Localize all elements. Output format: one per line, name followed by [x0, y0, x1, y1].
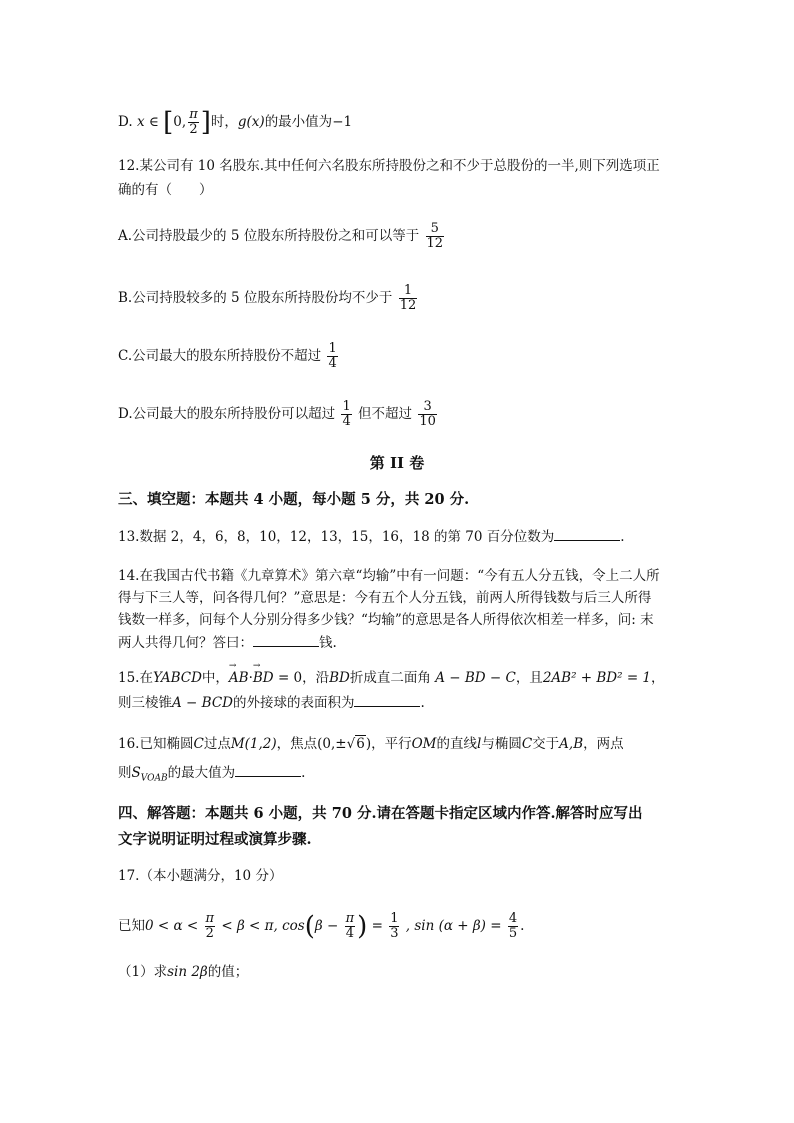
- q17-header: 17.（本小题满分，10 分）: [118, 868, 283, 884]
- left-paren: (: [304, 911, 315, 942]
- part-title: 第 II 卷: [369, 454, 425, 472]
- q14-line2: 得与下三人等，问各得几何？”意思是：今有五个人分五钱，前两人所得钱数与后三人所得: [118, 590, 652, 606]
- section-heading-fill-in: 三、填空题：本题共 4 小题，每小题 5 分，共 20 分.: [118, 491, 470, 508]
- right-bracket: ]: [200, 107, 211, 138]
- q11-option-d: D. x ∈ [0, $\frac{\pi}{2}$ ]时，g(x)的最小值为−1: [118, 107, 353, 138]
- answer-blank: [354, 692, 420, 707]
- q12-option-a: A.公司持股最少的 5 位股东所持股份之和可以等于 $\frac{5}{12}$: [118, 221, 444, 251]
- q15-line1: 15.在YABCD中，→ AB·→ BD = 0，沿BD折成直二面角 A − BD − C，且2AB² + BD² = 1，: [118, 668, 665, 688]
- q14-line4: 两人共得几何？答曰： 钱.: [118, 632, 337, 653]
- section-heading-solutions-1: 四、解答题：本题共 6 小题，共 70 分.请在答题卡指定区域内作答.解答时应写出: [118, 805, 643, 822]
- section-heading-solutions-2: 文字说明证明过程或演算步骤.: [118, 831, 312, 848]
- answer-blank: [554, 526, 620, 541]
- vector-ab: → AB: [229, 668, 249, 688]
- q16-line1: 16.已知椭圆C过点M(1,2)，焦点(0,±√6)，平行OM的直线l与椭圆C交于A,B，两点: [118, 736, 624, 752]
- q14-line3: 钱数一样多，问每个人分别分得多少钱？“均输”的意思是各人所得依次相差一样多，问: 末: [118, 612, 654, 628]
- answer-blank: [253, 632, 319, 647]
- sqrt-icon: √: [346, 736, 356, 752]
- fraction-pi-over-4: $\frac{\pi}{4}$: [345, 911, 355, 941]
- q17-part1: （1）求sin 2β的值；: [118, 964, 249, 980]
- q15-line2: 则三棱锥A − BCD的外接球的表面积为 .: [118, 692, 425, 713]
- fraction-one-third: $\frac{1}{3}$: [390, 911, 399, 941]
- q16-line2: 则$S_{VOAB}$的最大值为 .: [118, 762, 305, 789]
- fraction: $\frac{5}{12}$: [426, 221, 444, 251]
- fraction-pi-over-2: $\frac{\pi}{2}$: [205, 911, 215, 941]
- q12-line2: 确的有（ ）: [118, 182, 213, 198]
- right-paren: ): [357, 911, 368, 942]
- q17-statement: 已知0 < α < $\frac{\pi}{2}$ < β < π, cos(β − $\frac{\pi}{4}$ ) = $\frac{1}{3}$ , sin (α + β) = $\frac{4}{5}$ .: [118, 911, 525, 942]
- fraction-four-fifths: $\frac{4}{5}$: [508, 911, 518, 941]
- q13: 13.数据 2，4，6，8，10，12，13，15，16，18 的第 70 百分位数为 .: [118, 526, 625, 547]
- q12-option-b: B.公司持股较多的 5 位股东所持股份均不少于 $\frac{1}{12}$: [118, 283, 417, 313]
- vector-bd: → BD: [253, 668, 274, 688]
- left-bracket: [: [163, 107, 174, 138]
- q12-option-d: D.公司最大的股东所持股份可以超过 $\frac{1}{4}$ 但不超过 $\frac{3}{10}$: [118, 399, 436, 429]
- fraction: $\frac{3}{10}$: [419, 399, 436, 429]
- fraction: $\frac{1}{4}$: [342, 399, 351, 429]
- fraction: $\frac{1}{4}$: [328, 341, 337, 371]
- answer-blank: [235, 762, 301, 777]
- fraction: $\frac{1}{12}$: [399, 283, 417, 313]
- q14-line1: 14.在我国古代书籍《九章算术》第六章“均输”中有一问题：“今有五人分五钱，令上二人所: [118, 568, 660, 584]
- fraction-pi-over-2: $\frac{\pi}{2}$: [189, 107, 198, 137]
- q12-option-c: C.公司最大的股东所持股份不超过 $\frac{1}{4}$: [118, 341, 337, 371]
- q12-line1: 12.某公司有 10 名股东.其中任何六名股东所持股份之和不少于总股份的一半,则下列选项正: [118, 158, 660, 174]
